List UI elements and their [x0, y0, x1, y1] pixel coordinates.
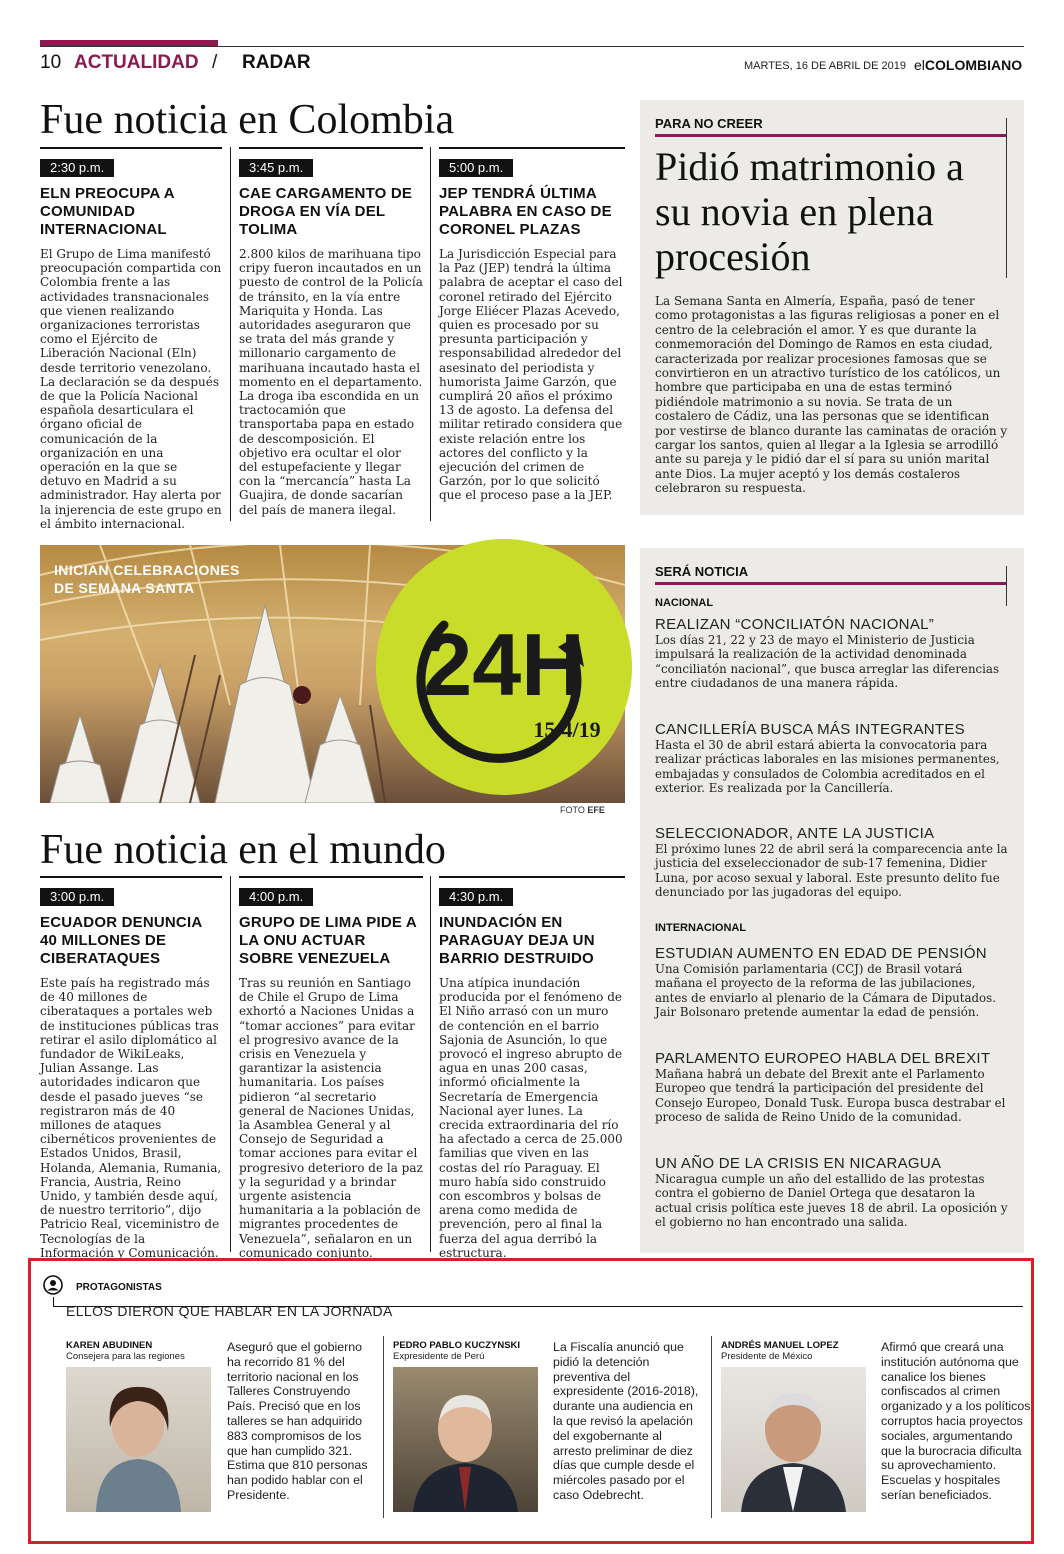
label-rule [655, 582, 1007, 585]
column-divider [230, 147, 231, 521]
story-top-rule [239, 876, 423, 878]
sn-headline: CANCILLERÍA BUSCA MÁS INTEGRANTES [655, 721, 965, 738]
column-divider [430, 876, 431, 1252]
sn-body: Nicaragua cumple un año del estallido de las protestas contra el gobierno de Daniel Ortega que desataron la actual crisis política este jueves 18 de abril. La oposición y el gobierno no han encontrado una salida. [655, 1172, 1008, 1230]
story-body: Este país ha registrado más de 40 millones de ciberataques a portales web de instituciones públicas tras retirar el asilo diplomático al fundador de WikiLeaks, Julian Assange. Las autoridades indicaron que desde el pasado jueves “se registraron más de 40 millones de ataques cibernéticos provenientes de Estados Unidos, Brasil, Holanda, Alemania, Rumania, Francia, Austria, Reino Unido, y también desde aquí, de nuestro territorio”, dijo Patricio Real, viceministro de Tecnologías de la Información y Comunicación. [40, 976, 222, 1260]
mundo-story-3 [439, 876, 625, 1260]
person-quote: La Fiscalía anunció que pidió la detención preventiva del expresidente (2016-2018), durante una audiencia en la que revisó la apelación del exgobernante al arresto preliminar de diez días que cumple desde el miércoles pasado por el caso Odebrecht. [553, 1340, 699, 1502]
sn-item-5 [655, 1050, 1010, 1125]
page-number: 10 [40, 52, 62, 73]
time-badge: 3:45 p.m. [239, 159, 313, 177]
column-divider [430, 147, 431, 521]
time-badge: 4:30 p.m. [439, 888, 513, 906]
story-headline: ECUADOR DENUNCIA 40 MILLONES DE CIBERATAQUES [40, 914, 202, 967]
column-divider [230, 876, 231, 1252]
para-no-creer-body: La Semana Santa en Almería, España, pasó de tener como protagonistas a las figuras religiosas a poner en el centro de la celebración el amor. Y es que durante la conmemoración del Domingo de Ramos en esta ciudad, caracterizada por realizar procesiones famosas que se convirtieron en un atractivo turístico de los católicos, un hombre que participaba en una de estas terminó pidiéndole matrimonio a su novia. Se trata de un costalero de Cádiz, una las personas que se identifican por vestirse de blanco durante las caminatas de oración y cargar los santos, quien al llegar a la Iglesia se arrodilló ante su pareja y le pidió dar el sí para su unión marital ante Dios. La mujer aceptó y los demás costaleros celebraron su respuesta. [655, 294, 1008, 496]
time-badge: 3:00 p.m. [40, 888, 114, 906]
mundo-story-1 [40, 876, 222, 1260]
portrait-illustration [66, 1367, 211, 1512]
karen-abudinen-photo [66, 1367, 211, 1512]
photo-label-line-1: INICIAN CELEBRACIONES [54, 562, 240, 578]
photo-credit-source: EFE [587, 805, 605, 815]
badge-text: 24H [423, 615, 585, 714]
sn-body: El próximo lunes 22 de abril será la comparecencia ante la justicia del exseleccionador de sub-17 femenina, Didier Luna, por acoso sexual y laboral. Este presunto delito fue denunciado por las jugadoras del equipo. [655, 842, 1008, 900]
subsection-name: RADAR [242, 52, 311, 73]
person-name: PEDRO PABLO KUCZYNSKI [393, 1340, 521, 1351]
portrait-illustration [393, 1367, 538, 1512]
box-vertical-rule [1006, 118, 1007, 278]
pedro-pablo-kuczynski-photo [393, 1367, 538, 1512]
section-name: ACTUALIDAD [74, 52, 199, 73]
portrait-illustration [721, 1367, 866, 1512]
para-no-creer-title: Pidió matrimonio a su novia en plena procesión [655, 144, 964, 279]
colombia-story-3 [439, 147, 625, 503]
story-top-rule [40, 147, 222, 149]
photo-credit [560, 805, 605, 815]
sn-body: Los días 21, 22 y 23 de mayo el Ministerio de Justicia impulsará la realización de la actividad denominada “conciliatón nacional”, que busca arreglar las diferencias entre ciudadanos de una manera rápida. [655, 633, 1000, 691]
header-rule [40, 46, 1024, 47]
person-role: Consejera para las regiones [66, 1351, 185, 1362]
photo-label-line-2: DE SEMANA SANTA [54, 580, 195, 596]
story-headline: JEP TENDRÁ ÚLTIMA PALABRA EN CASO DE CORONEL PLAZAS [439, 185, 612, 238]
24h-badge [372, 535, 636, 799]
story-top-rule [239, 147, 423, 149]
sn-headline: ESTUDIAN AUMENTO EN EDAD DE PENSIÓN [655, 945, 987, 962]
person-name: KAREN ABUDINEN [66, 1340, 153, 1351]
andres-manuel-lopez-photo [721, 1367, 866, 1512]
label-rule [655, 134, 1007, 137]
person-role: Presidente de México [721, 1351, 813, 1362]
colombia-story-1 [40, 147, 222, 531]
sera-noticia-label: SERÁ NOTICIA [655, 564, 749, 579]
logo-prefix: el [914, 57, 925, 73]
sn-item-2 [655, 721, 1010, 796]
story-headline: GRUPO DE LIMA PIDE A LA ONU ACTUAR SOBRE VENEZUELA [239, 914, 417, 967]
story-headline: INUNDACIÓN EN PARAGUAY DEJA UN BARRIO DESTRUIDO [439, 914, 595, 967]
person-role: Expresidente de Perú [393, 1351, 485, 1362]
story-body: La Jurisdicción Especial para la Paz (JEP) tendrá la última palabra de aceptar el caso del coronel retirado del Ejército Jorge Eliécer Plazas Acevedo, quien es procesado por su presunta participación y responsabilidad alrededor del asesinato del periodista y humorista Jaime Garzón, que cumplirá 20 años el próximo 13 de agosto. La defensa del militar retirado considera que existe relación entre los actores del conflicto y la ejecución del crimen de Garzón, por lo que solicitó que el proceso pase a la JEP. [439, 247, 623, 503]
para-no-creer-label: PARA NO CREER [655, 116, 763, 131]
nacional-label: NACIONAL [655, 597, 714, 609]
mundo-section-title: Fue noticia en el mundo [40, 827, 446, 873]
issue-date: MARTES, 16 DE ABRIL DE 2019 [743, 60, 906, 72]
story-headline: CAE CARGAMENTO DE DROGA EN VÍA DEL TOLIMA [239, 185, 413, 238]
newspaper-logo [914, 57, 1022, 73]
pendant [293, 686, 311, 704]
sn-item-3 [655, 825, 1010, 900]
section-separator: / [212, 52, 218, 73]
story-body: 2.800 kilos de marihuana tipo cripy fueron incautados en un puesto de control de la Policía de tránsito, en la vía entre Mariquita y Honda. Las autoridades aseguraron que se trata del más grande y millonario cargamento de marihuana incautado hasta el momento en el departamento. La droga iba escondida en un tractocamión que transportaba papa en estado de descomposición. El objetivo era ocultar el olor del estupefaciente y llegar con la “mercancía” hasta La Guajira, de donde sacarían del país de manera ilegal. [239, 247, 423, 517]
sn-item-4 [655, 945, 1010, 1020]
person-quote: Afirmó que creará una institución autónoma que canalice los bienes confiscados al crimen organizado y a los políticos corruptos hacia proyectos sociales, argumentando que la burocracia dificulta su aprovechamiento. Escuelas y hospitales serían beneficiados. [881, 1340, 1031, 1502]
sn-body: Hasta el 30 de abril estará abierta la convocatoria para realizar prácticas laborales en las misiones permanentes, embajadas y consulados de Colombia acreditados en el exterior. Es realizada por la Cancillería. [655, 738, 1000, 796]
sn-headline: PARLAMENTO EUROPEO HABLA DEL BREXIT [655, 1050, 991, 1067]
story-body: Una atípica inundación producida por el fenómeno de El Niño arrasó con un muro de contención en el barrio Sajonia de Asunción, lo que provocó el ingreso abrupto de agua en unas 200 casas, informó oficialmente la Secretaría de Emergencia Nacional ayer lunes. La crecida extraordinaria del río ha afectado a cerca de 25.000 familias que viven en las costas del río Paraguay. El muro había sido construido con escombros y bolsas de arena como medida de prevención, pero al final la fuerza del agua derribó la estructura. [439, 976, 623, 1260]
protagonistas-section [28, 1258, 1034, 1544]
internacional-label: INTERNACIONAL [655, 922, 747, 934]
photo-credit-prefix: FOTO [560, 805, 588, 815]
sn-headline: UN AÑO DE LA CRISIS EN NICARAGUA [655, 1155, 942, 1172]
story-top-rule [40, 876, 222, 878]
protagonistas-label: PROTAGONISTAS [76, 1282, 162, 1293]
person-icon [43, 1275, 63, 1295]
story-top-rule [439, 147, 625, 149]
person-name: ANDRÉS MANUEL LOPEZ [721, 1340, 839, 1351]
time-badge: 2:30 p.m. [40, 159, 114, 177]
sn-headline: SELECCIONADOR, ANTE LA JUSTICIA [655, 825, 935, 842]
story-body: El Grupo de Lima manifestó preocupación compartida con Colombia frente a las actividades transnacionales que vienen realizando organizaciones terroristas como el Ejército de Liberación Nacional (Eln) desde territorio venezolano. La declaración se da después de que la Policía Nacional española desarticulara el órgano oficial de comunicación de la organización en una operación en la que se detuvo en Madrid a su administrador. Hay alerta por la injerencia de este grupo en el ámbito internacional. [40, 247, 222, 531]
time-badge: 4:00 p.m. [239, 888, 313, 906]
person-quote: Aseguró que el gobierno ha recorrido 81 % del territorio nacional en los Talleres Construyendo País. Precisó que en los talleres se han adquirido 883 compromisos de los que han cumplido 321. Estima que 810 personas han podido hablar con el Presidente. [227, 1340, 368, 1502]
sera-noticia-box [640, 548, 1024, 1253]
para-no-creer-box [640, 100, 1024, 515]
badge-date: 15/4/19 [533, 717, 601, 742]
sn-item-1 [655, 616, 1010, 691]
colombia-story-2 [239, 147, 423, 517]
time-badge: 5:00 p.m. [439, 159, 513, 177]
protagonistas-subtitle: ELLOS DIERON QUE HABLAR EN LA JORNADA [66, 1303, 393, 1319]
story-headline: ELN PREOCUPA A COMUNIDAD INTERNACIONAL [40, 185, 175, 238]
person-divider [711, 1336, 712, 1518]
sn-headline: REALIZAN “CONCILIATÓN NACIONAL” [655, 616, 935, 633]
story-top-rule [439, 876, 625, 878]
story-body: Tras su reunión en Santiago de Chile el Grupo de Lima exhortó a Naciones Unidas a “tomar acciones” para evitar el progresivo avance de la crisis en Venezuela y garantizar la asistencia humanitaria. Los países pidieron “al secretario general de Naciones Unidas, la Asamblea General y al Consejo de Seguridad a tomar acciones para evitar el progresivo deterioro de la paz y la seguridad y a brindar urgente asistencia humanitaria a la población de migrantes procedentes de Venezuela”, señalaron en un comunicado conjunto. [239, 976, 423, 1260]
sn-item-6 [655, 1155, 1010, 1230]
sn-body: Una Comisión parlamentaria (CCJ) de Brasil votará mañana el proyecto de la reforma de las jubilaciones, antes de enviarlo al plenario de la Cámara de Diputados. Jair Bolsonaro pretende aumentar la edad de pensión. [655, 962, 996, 1020]
person-divider [383, 1336, 384, 1518]
sn-body: Mañana habrá un debate del Brexit ante el Parlamento Europeo que tendrá la participación del presidente del Consejo Europeo, Donald Tusk. Europa busca destrabar el proceso de salida de Reino Unido de la comunidad. [655, 1067, 1006, 1125]
logo-name: COLOMBIANO [924, 57, 1023, 73]
colombia-section-title: Fue noticia en Colombia [40, 97, 455, 143]
mundo-story-2 [239, 876, 423, 1260]
box-vertical-rule [1006, 566, 1007, 606]
photo-caption-label [54, 561, 240, 597]
